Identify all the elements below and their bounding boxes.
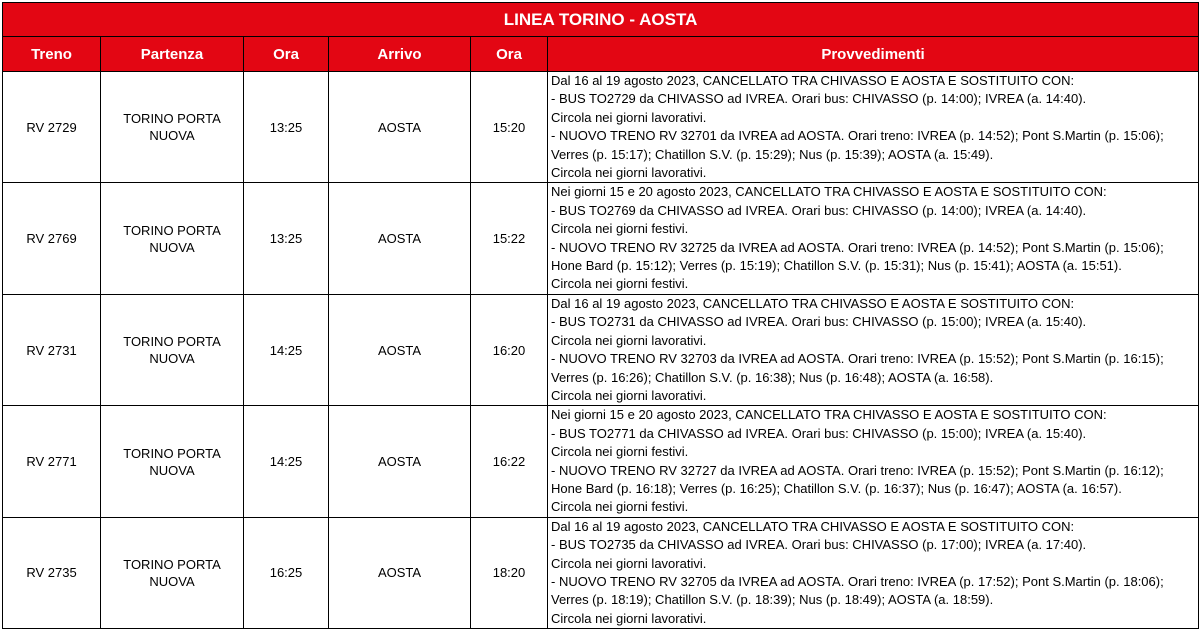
cell-treno: RV 2735	[3, 517, 101, 628]
provvedimento-line: - BUS TO2731 da CHIVASSO ad IVREA. Orari bus: CHIVASSO (p. 15:00); IVREA (a. 15:40).	[551, 314, 1087, 330]
header-ora-arrivo: Ora	[471, 37, 548, 72]
provvedimento-line: - NUOVO TRENO RV 32725 da IVREA ad AOSTA. Orari treno: IVREA (p. 14:52); Pont S.Martin (p. 15:06);	[551, 239, 1164, 255]
table-title: LINEA TORINO - AOSTA	[3, 3, 1199, 37]
provvedimento-line: Verres (p. 18:19); Chatillon S.V. (p. 18:39); Nus (p. 18:49); AOSTA (a. 18:59).	[551, 592, 994, 608]
provvedimento-line: Circola nei giorni lavorativi.	[551, 109, 707, 125]
provvedimento-line: Circola nei giorni festivi.	[551, 499, 689, 515]
provvedimento-line: Circola nei giorni lavorativi.	[551, 387, 707, 403]
cell-partenza: TORINO PORTA NUOVA	[101, 294, 244, 405]
header-partenza: Partenza	[101, 37, 244, 72]
cell-provvedimenti	[548, 294, 1199, 405]
provvedimento-line: Nei giorni 15 e 20 agosto 2023, CANCELLATO TRA CHIVASSO E AOSTA E SOSTITUITO CON:	[551, 407, 1107, 423]
provvedimento-line: - BUS TO2769 da CHIVASSO ad IVREA. Orari bus: CHIVASSO (p. 14:00); IVREA (a. 14:40).	[551, 202, 1087, 218]
cell-arrivo: AOSTA	[329, 517, 471, 628]
cell-provvedimenti	[548, 517, 1199, 628]
cell-partenza: TORINO PORTA NUOVA	[101, 517, 244, 628]
cell-treno: RV 2769	[3, 183, 101, 294]
provvedimento-line: Verres (p. 16:26); Chatillon S.V. (p. 16:38); Nus (p. 16:48); AOSTA (a. 16:58).	[551, 369, 994, 385]
cell-arrivo: AOSTA	[329, 294, 471, 405]
header-treno: Treno	[3, 37, 101, 72]
cell-ora-partenza: 13:25	[244, 72, 329, 183]
provvedimento-line: Circola nei giorni festivi.	[551, 276, 689, 292]
provvedimento-line: Dal 16 al 19 agosto 2023, CANCELLATO TRA CHIVASSO E AOSTA E SOSTITUITO CON:	[551, 518, 1075, 534]
table-row	[3, 406, 1199, 517]
provvedimento-line: Hone Bard (p. 15:12); Verres (p. 15:19); Chatillon S.V. (p. 15:31); Nus (p. 15:41); AOSTA (a. 15:51).	[551, 258, 1122, 274]
provvedimento-line: Verres (p. 15:17); Chatillon S.V. (p. 15:29); Nus (p. 15:39); AOSTA (a. 15:49).	[551, 146, 994, 162]
header-ora-partenza: Ora	[244, 37, 329, 72]
provvedimento-line: - NUOVO TRENO RV 32727 da IVREA ad AOSTA. Orari treno: IVREA (p. 15:52); Pont S.Martin (p. 16:12);	[551, 462, 1164, 478]
header-provvedimenti: Provvedimenti	[548, 37, 1199, 72]
provvedimento-line: - NUOVO TRENO RV 32703 da IVREA ad AOSTA. Orari treno: IVREA (p. 15:52); Pont S.Martin (p. 16:15);	[551, 351, 1164, 367]
cell-partenza: TORINO PORTA NUOVA	[101, 183, 244, 294]
provvedimento-line: Dal 16 al 19 agosto 2023, CANCELLATO TRA CHIVASSO E AOSTA E SOSTITUITO CON:	[551, 73, 1075, 88]
provvedimento-line: Hone Bard (p. 16:18); Verres (p. 16:25); Chatillon S.V. (p. 16:37); Nus (p. 16:47); AOSTA (a. 16:57).	[551, 480, 1122, 496]
cell-ora-arrivo: 15:20	[471, 72, 548, 183]
cell-partenza: TORINO PORTA NUOVA	[101, 72, 244, 183]
cell-provvedimenti	[548, 72, 1199, 183]
provvedimento-line: - BUS TO2771 da CHIVASSO ad IVREA. Orari bus: CHIVASSO (p. 15:00); IVREA (a. 15:40).	[551, 425, 1087, 441]
cell-treno: RV 2731	[3, 294, 101, 405]
provvedimento-line: - NUOVO TRENO RV 32705 da IVREA ad AOSTA. Orari treno: IVREA (p. 17:52); Pont S.Martin (p. 18:06);	[551, 573, 1164, 589]
title-row	[3, 3, 1199, 37]
provvedimento-line: - NUOVO TRENO RV 32701 da IVREA ad AOSTA. Orari treno: IVREA (p. 14:52); Pont S.Martin (p. 15:06);	[551, 128, 1164, 144]
cell-ora-arrivo: 15:22	[471, 183, 548, 294]
provvedimento-line: Dal 16 al 19 agosto 2023, CANCELLATO TRA CHIVASSO E AOSTA E SOSTITUITO CON:	[551, 295, 1075, 311]
provvedimento-line: Circola nei giorni festivi.	[551, 444, 689, 460]
table-row	[3, 183, 1199, 294]
cell-ora-partenza: 14:25	[244, 406, 329, 517]
provvedimento-line: Circola nei giorni lavorativi.	[551, 610, 707, 626]
timetable	[2, 2, 1199, 629]
provvedimento-line: Circola nei giorni lavorativi.	[551, 332, 707, 348]
provvedimento-line: Nei giorni 15 e 20 agosto 2023, CANCELLATO TRA CHIVASSO E AOSTA E SOSTITUITO CON:	[551, 184, 1107, 200]
provvedimento-line: Circola nei giorni lavorativi.	[551, 165, 707, 181]
table-row	[3, 294, 1199, 405]
cell-partenza: TORINO PORTA NUOVA	[101, 406, 244, 517]
cell-arrivo: AOSTA	[329, 183, 471, 294]
cell-ora-partenza: 13:25	[244, 183, 329, 294]
table-body	[3, 72, 1199, 629]
provvedimento-line: - BUS TO2729 da CHIVASSO ad IVREA. Orari bus: CHIVASSO (p. 14:00); IVREA (a. 14:40).	[551, 91, 1087, 107]
cell-arrivo: AOSTA	[329, 406, 471, 517]
timetable-sheet	[2, 2, 1198, 629]
provvedimento-line: - BUS TO2735 da CHIVASSO ad IVREA. Orari bus: CHIVASSO (p. 17:00); IVREA (a. 17:40).	[551, 537, 1087, 553]
provvedimento-line: Circola nei giorni lavorativi.	[551, 555, 707, 571]
header-arrivo: Arrivo	[329, 37, 471, 72]
header-row	[3, 37, 1199, 72]
cell-ora-arrivo: 18:20	[471, 517, 548, 628]
cell-arrivo: AOSTA	[329, 72, 471, 183]
cell-treno: RV 2729	[3, 72, 101, 183]
table-row	[3, 72, 1199, 183]
cell-treno: RV 2771	[3, 406, 101, 517]
cell-provvedimenti	[548, 183, 1199, 294]
cell-provvedimenti	[548, 406, 1199, 517]
cell-ora-partenza: 14:25	[244, 294, 329, 405]
table-row	[3, 517, 1199, 628]
cell-ora-partenza: 16:25	[244, 517, 329, 628]
cell-ora-arrivo: 16:22	[471, 406, 548, 517]
cell-ora-arrivo: 16:20	[471, 294, 548, 405]
provvedimento-line: Circola nei giorni festivi.	[551, 221, 689, 237]
